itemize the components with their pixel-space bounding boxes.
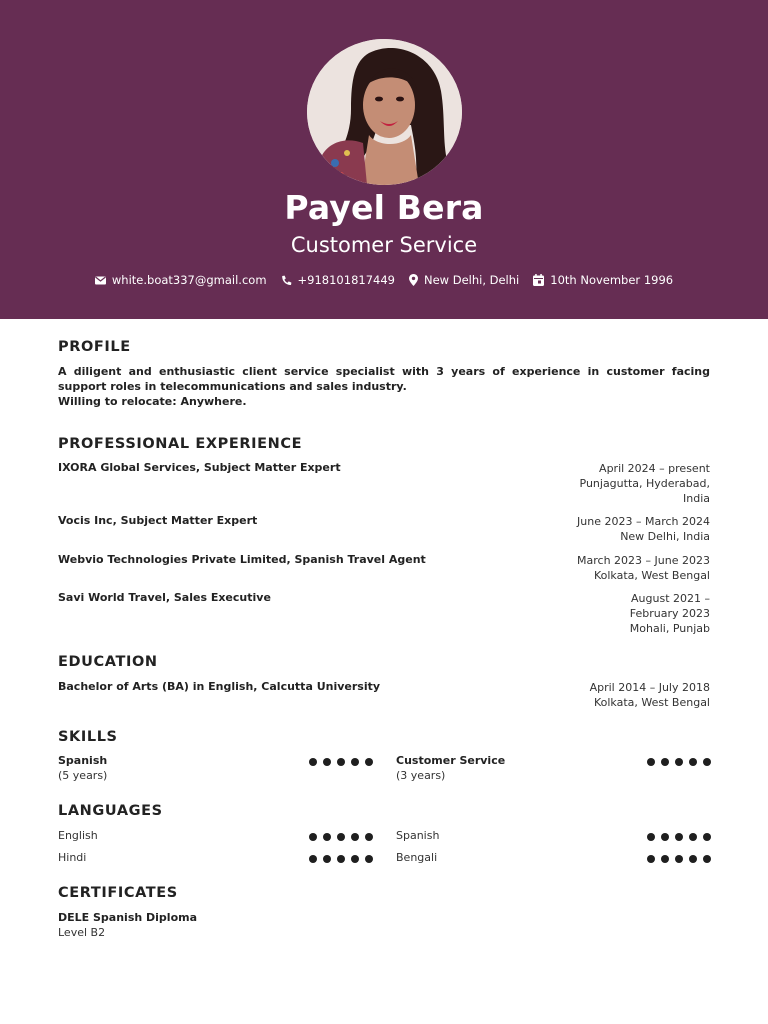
contact-info-bar (0, 271, 768, 289)
language-name: English (58, 829, 98, 842)
phone-icon (281, 275, 292, 286)
calendar-icon (533, 274, 544, 286)
language-rating (647, 833, 711, 841)
envelope-icon (95, 276, 106, 285)
email-text: white.boat337@gmail.com (111, 273, 267, 287)
rating-dot (351, 758, 359, 766)
experience-item-meta (577, 514, 710, 544)
education-item-meta (590, 680, 710, 710)
skills-heading: SKILLS (58, 729, 118, 745)
language-rating (647, 855, 711, 863)
birthdate-text: 10th November 1996 (550, 273, 674, 287)
rating-dot (337, 833, 345, 841)
rating-dot (337, 758, 345, 766)
experience-date: April 2024 – present (599, 462, 710, 475)
skill-detail: (3 years) (396, 769, 446, 782)
experience-item-title: Savi World Travel, Sales Executive (58, 591, 271, 604)
phone-text: +918101817449 (297, 273, 395, 287)
rating-dot (703, 855, 711, 863)
rating-dot (689, 758, 697, 766)
rating-dot (703, 758, 711, 766)
profile-heading: PROFILE (58, 339, 131, 355)
rating-dot (689, 855, 697, 863)
rating-dot (647, 833, 655, 841)
experience-location-cont: India (683, 492, 710, 505)
rating-dot (647, 855, 655, 863)
experience-location: Punjagutta, Hyderabad, (579, 477, 710, 490)
rating-dot (309, 758, 317, 766)
certificate-name: DELE Spanish Diploma (58, 911, 198, 924)
experience-item-title: Vocis Inc, Subject Matter Expert (58, 514, 258, 527)
experience-location: Mohali, Punjab (629, 622, 710, 635)
rating-dot (351, 833, 359, 841)
rating-dot (323, 855, 331, 863)
rating-dot (309, 833, 317, 841)
certificate-level: Level B2 (58, 926, 106, 939)
full-name: Payel Bera (284, 188, 484, 227)
rating-dot (351, 855, 359, 863)
rating-dot (365, 855, 373, 863)
job-title: Customer Service (290, 233, 478, 257)
skill-name: Spanish (58, 754, 108, 767)
resume-header (0, 0, 768, 319)
rating-dot (337, 855, 345, 863)
experience-item-title: Webvio Technologies Private Limited, Spanish Travel Agent (58, 553, 426, 566)
experience-item-meta (630, 591, 710, 636)
rating-dot (309, 855, 317, 863)
skill-rating (309, 758, 373, 766)
language-rating (309, 855, 373, 863)
profile-photo-illustration (307, 39, 462, 185)
language-name: Spanish (396, 829, 440, 842)
languages-heading: LANGUAGES (58, 803, 163, 819)
contact-email[interactable] (95, 273, 267, 287)
education-location: Kolkata, West Bengal (593, 696, 710, 709)
experience-date: August 2021 – (631, 592, 710, 605)
rating-dot (675, 833, 683, 841)
rating-dot (703, 833, 711, 841)
profile-summary (58, 364, 710, 409)
experience-date-cont: February 2023 (629, 607, 710, 620)
experience-item-meta (577, 553, 710, 583)
location-text: New Delhi, Delhi (423, 273, 520, 287)
language-name: Hindi (58, 851, 87, 864)
language-rating (309, 833, 373, 841)
education-heading: EDUCATION (58, 654, 158, 670)
rating-dot (661, 758, 669, 766)
experience-date: June 2023 – March 2024 (577, 515, 710, 528)
profile-photo (307, 39, 462, 185)
education-item-title: Bachelor of Arts (BA) in English, Calcutta University (58, 680, 381, 693)
experience-location: Kolkata, West Bengal (593, 569, 710, 582)
skill-rating (647, 758, 711, 766)
experience-heading: PROFESSIONAL EXPERIENCE (58, 436, 303, 452)
contact-phone[interactable] (281, 273, 395, 287)
experience-item-title: IXORA Global Services, Subject Matter Expert (58, 461, 341, 474)
rating-dot (365, 758, 373, 766)
rating-dot (323, 758, 331, 766)
profile-summary-text: A diligent and enthusiastic client service specialist with 3 years of experience in customer facing support roles in telecommunications and sales industry. (58, 365, 710, 393)
skill-detail: (5 years) (58, 769, 108, 782)
rating-dot (365, 833, 373, 841)
contact-location (409, 273, 519, 287)
experience-location: New Delhi, India (620, 530, 710, 543)
rating-dot (689, 833, 697, 841)
rating-dot (675, 855, 683, 863)
certificates-heading: CERTIFICATES (58, 885, 178, 901)
contact-birthdate (533, 273, 673, 287)
rating-dot (647, 758, 655, 766)
rating-dot (661, 855, 669, 863)
experience-item-meta (580, 461, 711, 506)
rating-dot (661, 833, 669, 841)
language-name: Bengali (396, 851, 438, 864)
skill-name: Customer Service (396, 754, 506, 767)
rating-dot (323, 833, 331, 841)
location-pin-icon (409, 274, 418, 286)
experience-date: March 2023 – June 2023 (577, 554, 710, 567)
rating-dot (675, 758, 683, 766)
profile-relocate-text: Willing to relocate: Anywhere. (58, 395, 247, 408)
education-date: April 2014 – July 2018 (589, 681, 710, 694)
